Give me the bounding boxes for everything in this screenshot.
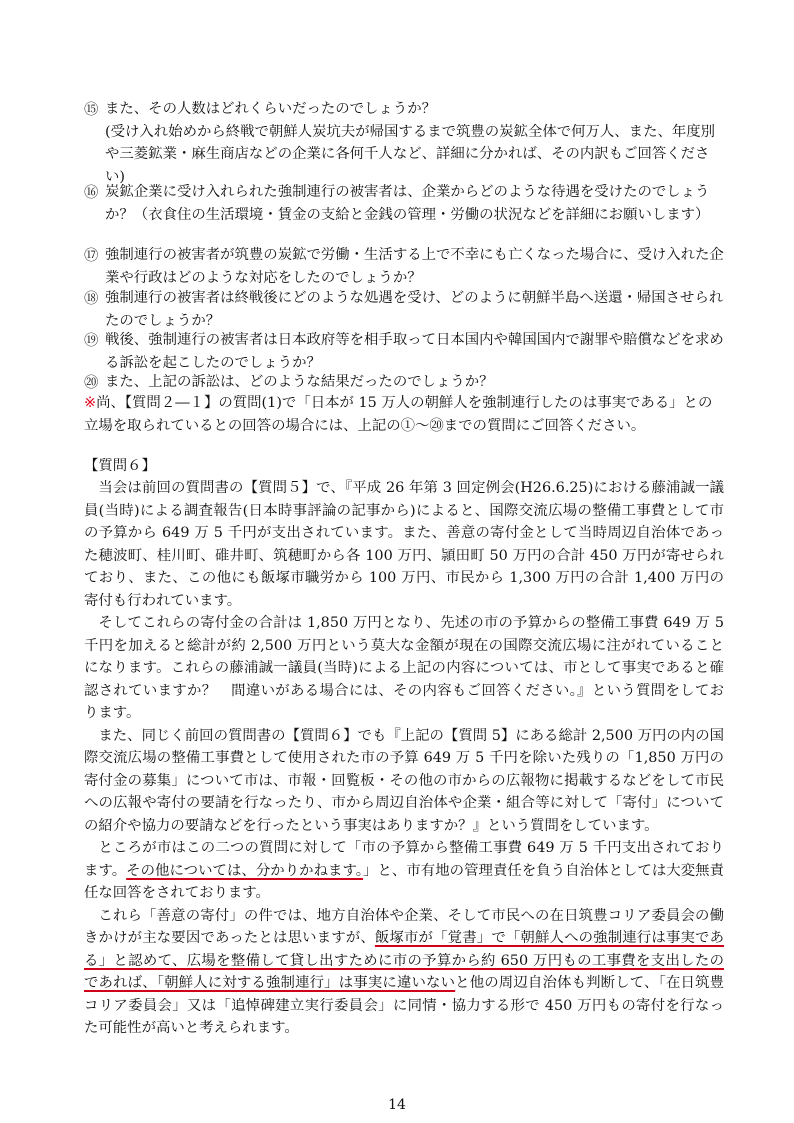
paragraph-5 (84, 905, 724, 1040)
section-body (84, 477, 724, 1040)
question-text: 戦後、強制連行の被害者は日本政府等を相手取って日本国内や韓国国内で謝罪や賠償などを求める訴訟を起こしたのでしょうか？ (105, 332, 724, 371)
paragraph-1: 当会は前回の質問書の【質問５】で、『平成 26 年第 3 回定例会(H26.6.25)における藤浦誠一議員(当時)による調査報告(日本時事評論の記事から)によると、国際交流広場の整備工事費として市の予算から 649 万 5 千円が支出されています。また、善意の寄付金として当時周辺自治体であった穂波町、桂川町、碓井町、筑穂町から各 100 万円、頴田町 50 万円の合計 450 万円が寄せられており、また、この他にも飯塚市職労から 100 万円、市民から 1,300 万円の合計 1,400 万円の寄付も行われています。 (84, 480, 724, 609)
question-item-17 (84, 244, 724, 289)
reference-mark-icon: ※ (84, 395, 97, 411)
paragraph-5-text-a: これら「善意の寄付」の件では、地方自治体や企業、そして市民への在日筑豊コリア委員会の働きかけが主な要因であったとは思いますが、 (84, 907, 724, 946)
paragraph-3: また、同じく前回の質問書の【質問６】でも『上記の【質問 5】にある総計 2,500 万円の内の国際交流広場の整備工事費として使用された市の予算 649 万 5 千円を除いた残りの「1,850 万円の寄付金の募集」について市は、市報・回覧板・その他の市からの広報物に掲載するなどをして市民への広報や寄付の要請を行なったり、市から周辺自治体や企業・組合等に対して「寄付」についての紹介や協力の要請などを行ったという事実はありますか？』という質問をしています。 (84, 727, 724, 834)
note-text: 尚、【質問２―１】の質問(1)で「日本が 15 万人の朝鮮人を強制連行したのは事実である」との立場を取られているとの回答の場合には、上記の①～⑳までの質問にご回答ください。 (84, 395, 713, 434)
question-item-15 (84, 98, 724, 188)
question-text: また、上記の訴訟は、どのような結果だったのでしょうか？ (105, 374, 494, 390)
question-item-20 (84, 371, 724, 394)
paragraph-4-text-a: ところが市はこの二つの質問に対して「市の予算から整備工事費 649 万 5 千円支出されております。 (84, 840, 724, 879)
question-number: ⑮ (84, 102, 99, 118)
question-number: ⑯ (84, 185, 99, 201)
question-item-16 (84, 181, 724, 226)
question-number: ⑳ (84, 375, 99, 391)
underlined-passage: 飯塚市が「覚書」で「朝鮮人への強制連行は事実である」と認めて、広場を整備して貸し出すために市の予算から約 650 万円もの工事費を支出したのであれば、「朝鮮人に対する強制連行」は事実に違いない (84, 930, 724, 991)
question-item-19 (84, 329, 724, 374)
section-heading: 【質問６】 (84, 458, 156, 474)
paragraph-2: そしてこれらの寄付金の合計は 1,850 万円となり、先述の市の予算からの整備工事費 649 万 5 千円を加えると総計が約 2,500 万円という莫大な金額が現在の国際交流広場に注がれていることになります。これらの藤浦誠一議員(当時)による上記の内容については、市として事実であると確認されていますか？ 間違いがある場合には、その内容もご回答ください。』という質問をしております。 (84, 615, 724, 721)
page-number: 14 (388, 1097, 406, 1113)
question-text: 強制連行の被害者は終戦後にどのような処遇を受け、どのように朝鮮半島へ送還・帰国させられたのでしょうか？ (105, 290, 724, 329)
question-number: ⑰ (84, 248, 99, 264)
note-paragraph (84, 392, 724, 437)
question-text: 強制連行の被害者が筑豊の炭鉱で労働・生活する上で不幸にも亡くなった場合に、受け入れた企業や行政はどのような対応をしたのでしょうか？ (105, 247, 724, 286)
question-text: 炭鉱企業に受け入れられた強制連行の被害者は、企業からどのような待遇を受けたのでしょうか？（衣食住の生活環境・賃金の支給と金銭の管理・労働の状況などを詳細にお願いします） (105, 184, 710, 223)
paragraph-5-text-b: と他の周辺自治体も判断して、「在日筑豊コリア委員会」又は「追悼碑建立実行委員会」に同情・協力する形で 450 万円もの寄付を行なった可能性が高いと考えられます。 (84, 975, 724, 1036)
underlined-phrase: その他については、分かりかねます。 (126, 862, 364, 879)
question-text: また、その人数はどれくらいだったのでしょうか？ (受け入れ始めから終戦で朝鮮人炭坑夫が帰国するまで筑豊の炭鉱全体で何万人、また、年度別や三菱鉱業・麻生商店などの企業に各何千人など、詳細に分かれば、その内訳もご回答ください) (105, 101, 716, 185)
paragraph-4-text-b: 」と、市有地の管理責任を負う自治体としては大変無責任な回答をされております。 (84, 862, 724, 901)
question-number: ⑱ (84, 291, 99, 307)
question-item-18 (84, 287, 724, 332)
question-number: ⑲ (84, 333, 99, 349)
paragraph-4 (84, 837, 724, 905)
